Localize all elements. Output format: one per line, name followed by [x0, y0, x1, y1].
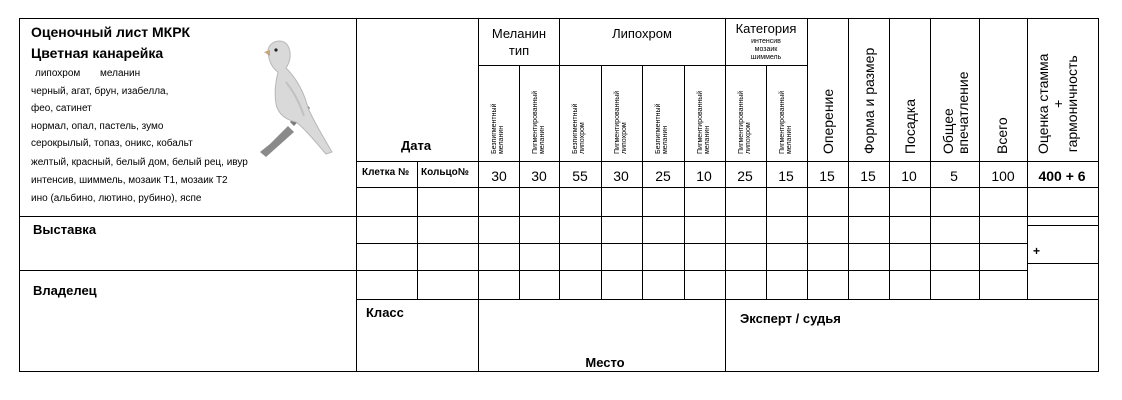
max-points-stam-cell: 400 + 6	[1038, 168, 1086, 184]
plus-mark: +	[1033, 244, 1041, 258]
subheader-lipochrome-unpigmented: Безпигментный липохром	[572, 103, 587, 154]
form-size-header: Форма и размер	[861, 47, 877, 154]
canary-image	[248, 30, 340, 158]
legend-line: ино (альбино, лютино, рубино), яспе	[31, 193, 202, 204]
legend-melanin: меланин	[100, 68, 141, 79]
melanin-type-header: Меланин	[491, 26, 547, 41]
max-points-cell: 15	[860, 168, 876, 184]
category-header: Категория	[735, 21, 797, 36]
max-points-cell: 25	[737, 168, 753, 184]
legend-line: серокрылый, топаз, оникс, кобальт	[31, 138, 193, 149]
subheader-category-lipochrome: Пигментированный липохром	[738, 90, 753, 154]
place-label: Место	[585, 355, 625, 370]
subheader-category-melanin: Пигментированный меланин	[779, 90, 794, 154]
legend-line: нормал, опал, пастель, зумо	[31, 121, 164, 132]
lipochrome-header: Липохром	[612, 26, 672, 41]
subheader-lipochrome-pigmented: Пигментированный липохром	[614, 90, 629, 154]
max-points-cell: 15	[819, 168, 835, 184]
max-points-cell: 10	[696, 168, 712, 184]
category-sub: шиммель	[750, 54, 782, 61]
max-points-cell: 30	[613, 168, 629, 184]
owner-label: Владелец	[33, 283, 97, 298]
subheader-melanin-pigmented-2: Пигментированный меланин	[697, 90, 712, 154]
max-points-cell: 5	[950, 168, 958, 184]
legend-line: интенсив, шиммель, мозаик Т1, мозаик Т2	[31, 175, 228, 186]
max-points-cell: 25	[655, 168, 671, 184]
max-points-cell: 55	[572, 168, 588, 184]
subheader-melanin-unpigmented: Безпигментный меланин	[491, 103, 506, 154]
expert-label: Эксперт / судья	[740, 311, 841, 326]
posture-header: Посадка	[902, 98, 918, 154]
sheet-title: Оценочный лист МКРК	[31, 24, 191, 40]
subheader-melanin-pigmented: Пигментированный меланин	[532, 90, 547, 154]
subheader-melanin-unpigmented-2: Безпигментный меланин	[655, 103, 670, 154]
category-sub: интенсив	[751, 38, 781, 45]
max-points-cell: 100	[991, 168, 1015, 184]
sheet-subtitle: Цветная канарейка	[31, 45, 164, 61]
exhibition-label: Выставка	[33, 222, 97, 237]
stam-score-header: Оценка стамма + гармоничность	[1035, 53, 1081, 154]
max-points-cell: 10	[901, 168, 917, 184]
date-label: Дата	[401, 138, 432, 153]
legend-lipochrome: липохром	[35, 68, 81, 79]
legend-line: черный, агат, брун, изабелла,	[31, 86, 169, 97]
legend-line: желтый, красный, белый дом, белый рец, ивур	[31, 157, 248, 168]
max-points-cell: 30	[531, 168, 547, 184]
plumage-header: Оперение	[820, 88, 836, 154]
total-header: Всего	[994, 117, 1010, 154]
cage-label: Клетка №	[362, 167, 410, 178]
class-label: Класс	[366, 305, 404, 320]
ring-label: Кольцо№	[421, 167, 469, 178]
legend-line: фео, сатинет	[31, 103, 92, 114]
max-points-cell: 30	[491, 168, 507, 184]
melanin-type-header-2: тип	[508, 43, 530, 58]
impression-header: Общее впечатление	[940, 71, 971, 154]
max-points-cell: 15	[778, 168, 794, 184]
category-sub: мозаик	[754, 46, 778, 53]
